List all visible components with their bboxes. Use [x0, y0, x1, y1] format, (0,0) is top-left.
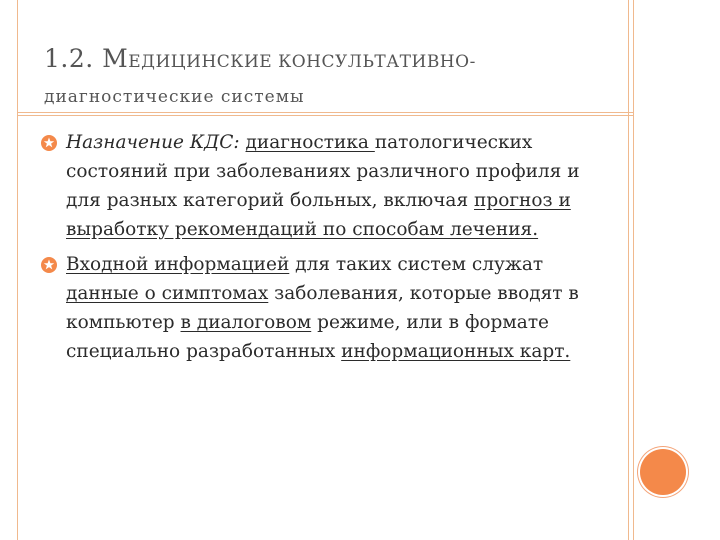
- orange-star-in-circle-icon: [40, 256, 58, 274]
- orange-star-in-circle-icon: [40, 134, 58, 152]
- purpose-label: Назначение КДС:: [66, 132, 240, 153]
- title-initial: 1.2. М: [44, 44, 129, 73]
- input-underlined-4: информационных карт.: [341, 341, 571, 362]
- frame-line-right-2: [633, 0, 634, 540]
- input-text-2: заболевания, которые вводят в компьютер: [66, 283, 579, 333]
- bullet-purpose: [40, 128, 620, 244]
- input-text-3: режиме, или в формате специально разработанных: [66, 312, 550, 362]
- title-line-2: диагностические системы: [44, 87, 305, 107]
- input-underlined-3: в диалоговом: [180, 312, 312, 333]
- input-underlined-2: данные о симптомах: [66, 283, 269, 304]
- purpose-text-1: патологических состояний при заболеваниях различного профиля и для разных категорий больных, включая: [66, 132, 580, 211]
- title-line-1: [44, 40, 624, 81]
- title-divider-bottom: [18, 115, 633, 116]
- purpose-underlined-2: прогноз и выработку рекомендаций по способам лечения.: [66, 190, 571, 240]
- title-line-1-rest: ЕДИЦИНСКИЕ КОНСУЛЬТАТИВНО-: [128, 52, 476, 72]
- orange-circle-decoration: [640, 449, 686, 495]
- frame-line-left: [17, 0, 18, 540]
- purpose-underlined-1: диагностика: [245, 132, 375, 153]
- page-title: [44, 40, 624, 113]
- frame-line-right-1: [628, 0, 629, 540]
- input-underlined-1: Входной информацией: [66, 254, 290, 275]
- bullet-list: [40, 128, 620, 372]
- input-text-1: для таких систем служат: [289, 254, 544, 275]
- bullet-input: [40, 250, 620, 366]
